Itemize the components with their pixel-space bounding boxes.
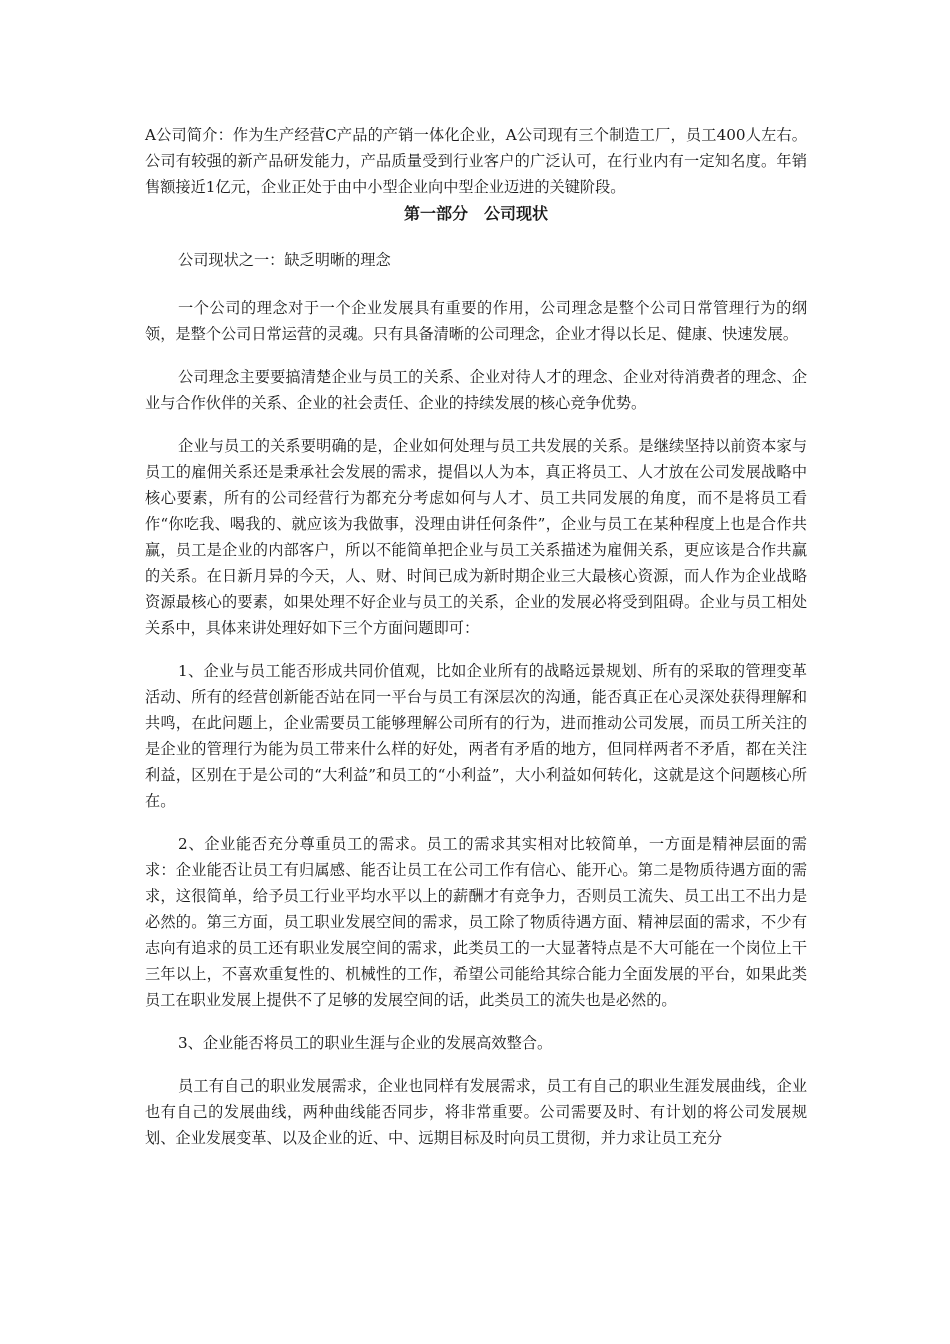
paragraph: 企业与员工的关系要明确的是，企业如何处理与员工共发展的关系。是继续坚持以前资本家与员工的雇佣关系还是秉承社会发展的需求，提倡以人为本，真正将员工、人才放在公司发展战略中核心要素，所有的公司经营行为都充分考虑如何与人才、员工共同发展的角度，而不是将员工看作“你吃我、喝我的、就应该为我做事，没理由讲任何条件”，企业与员工在某种程度上也是合作共赢，员工是企业的内部客户，所以不能简单把企业与员工关系描述为雇佣关系，更应该是合作共赢的关系。在日新月异的今天，人、财、时间已成为新时期企业三大最核心资源，而人作为企业战略资源最核心的要素，如果处理不好企业与员工的关系，企业的发展必将受到阻碍。企业与员工相处关系中，具体来讲处理好如下三个方面问题即可： — [145, 437, 807, 637]
paragraph: 1、企业与员工能否形成共同价值观，比如企业所有的战略远景规划、所有的采取的管理变革活动、所有的经营创新能否站在同一平台与员工有深层次的沟通，能否真正在心灵深处获得理解和共鸣，在此问题上，企业需要员工能够理解公司所有的行为，进而推动公司发展，而员工所关注的是企业的管理行为能为员工带来什么样的好处，两者有矛盾的地方，但同样两者不矛盾，都在关注利益，区别在于是公司的“大利益”和员工的“小利益”，大小利益如何转化，这就是这个问题核心所在。 — [145, 662, 807, 810]
company-intro: A公司简介：作为生产经营C产品的产销一体化企业，A公司现有三个制造工厂，员工400人左右。公司有较强的新产品研发能力，产品质量受到行业客户的广泛认可，在行业内有一定知名度。年销售额接近1亿元，企业正处于由中小型企业向中型企业迈进的关键阶段。 — [145, 126, 807, 196]
section-title: 第一部分 公司现状 — [403, 204, 548, 223]
document-page — [145, 122, 807, 1151]
paragraph: 2、企业能否充分尊重员工的需求。员工的需求其实相对比较简单，一方面是精神层面的需求：企业能否让员工有归属感、能否让员工在公司工作有信心、能开心。第二是物质待遇方面的需求，这很简单，给予员工行业平均水平以上的薪酬才有竞争力，否则员工流失、员工出工不出力是必然的。第三方面，员工职业发展空间的需求，员工除了物质待遇方面、精神层面的需求，不少有志向有追求的员工还有职业发展空间的需求，此类员工的一大显著特点是不大可能在一个岗位上干三年以上，不喜欢重复性的、机械性的工作，希望公司能给其综合能力全面发展的平台，如果此类员工在职业发展上提供不了足够的发展空间的话，此类员工的流失也是必然的。 — [145, 835, 807, 1009]
paragraph: 公司理念主要要搞清楚企业与员工的关系、企业对待人才的理念、企业对待消费者的理念、企业与合作伙伴的关系、企业的社会责任、企业的持续发展的核心竞争优势。 — [145, 368, 807, 412]
paragraph: 员工有自己的职业发展需求，企业也同样有发展需求，员工有自己的职业生涯发展曲线，企业也有自己的发展曲线，两种曲线能否同步，将非常重要。公司需要及时、有计划的将公司发展规划、企业发展变革、以及企业的近、中、远期目标及时向员工贯彻，并力求让员工充分 — [145, 1077, 807, 1147]
status-heading: 公司现状之一：缺乏明晰的理念 — [178, 251, 391, 269]
paragraph: 一个公司的理念对于一个企业发展具有重要的作用，公司理念是整个公司日常管理行为的纲领，是整个公司日常运营的灵魂。只有具备清晰的公司理念，企业才得以长足、健康、快速发展。 — [145, 299, 807, 343]
paragraph: 3、企业能否将员工的职业生涯与企业的发展高效整合。 — [178, 1034, 553, 1052]
